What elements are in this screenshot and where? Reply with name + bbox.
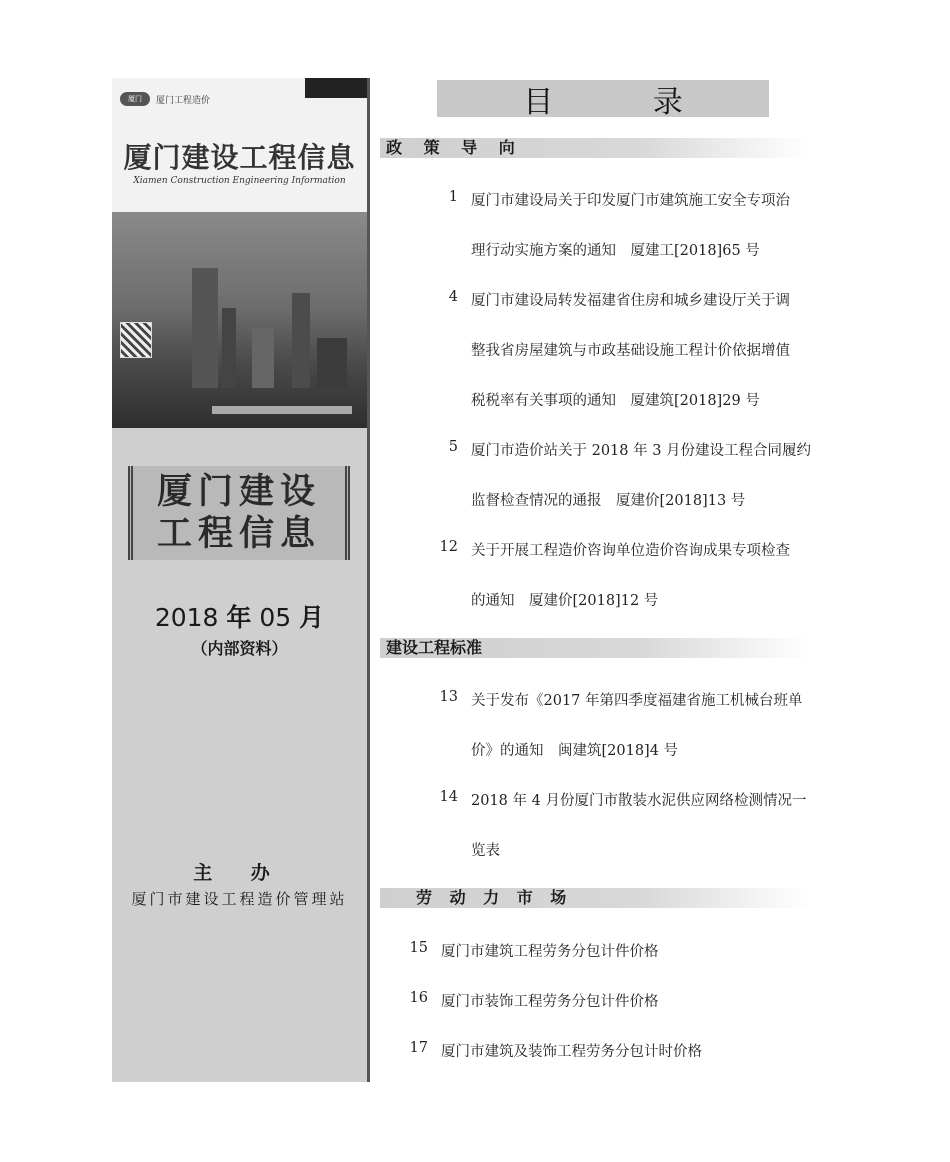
toc-entry-line: 关于发布《2017 年第四季度福建省施工机械台班单 xyxy=(471,693,803,709)
toc-entry-line: 整我省房屋建筑与市政基础设施工程计价依据增值 xyxy=(471,343,790,359)
sponsor-name: 厦门市建设工程造价管理站 xyxy=(131,890,348,908)
sponsor-label: 主 办 xyxy=(193,862,286,884)
qr-code-icon xyxy=(120,322,152,358)
building-shape xyxy=(292,293,310,388)
publisher-name: 厦门工程造价 xyxy=(156,95,211,106)
toc-page-number: 15 xyxy=(409,940,428,956)
toc-entry-line: 税税率有关事项的通知 厦建筑[2018]29 号 xyxy=(471,393,760,409)
toc-entry-line: 的通知 厦建价[2018]12 号 xyxy=(471,593,659,609)
toc-page-number: 5 xyxy=(448,439,458,455)
building-shape xyxy=(192,268,218,388)
toc-page-number: 12 xyxy=(439,539,458,555)
issue-month-unit: 月 xyxy=(299,603,325,632)
section-standards: 建设工程标准 xyxy=(380,638,810,658)
toc-entry-line: 厦门市建设局关于印发厦门市建筑施工安全专项治 xyxy=(471,193,790,209)
plaque-line-2: 工程信息 xyxy=(156,514,321,554)
toc-page-number: 14 xyxy=(439,789,458,805)
toc-entry-line: 厦门市建筑及装饰工程劳务分包计时价格 xyxy=(441,1044,702,1060)
toc-entry-line: 厦门市建设局转发福建省住房和城乡建设厅关于调 xyxy=(471,293,790,309)
toc-page-number: 16 xyxy=(409,990,428,1006)
issue-year-unit: 年 xyxy=(226,603,252,632)
toc-entry-line: 厦门市建筑工程劳务分包计件价格 xyxy=(441,944,659,960)
toc-entry-line: 厦门市造价站关于 2018 年 3 月份建设工程合同履约 xyxy=(471,443,812,459)
toc-page-number: 13 xyxy=(439,689,458,705)
toc-entry-line: 理行动实施方案的通知 厦建工[2018]65 号 xyxy=(471,243,760,259)
title-plaque xyxy=(128,466,350,560)
section-labor-market: 劳 动 力 市 场 xyxy=(380,888,810,908)
toc-entry-line: 览表 xyxy=(471,843,500,859)
building-shape xyxy=(252,328,274,388)
toc-page-number: 1 xyxy=(448,189,458,205)
issue-year: 2018 xyxy=(154,603,219,632)
sidebar-divider xyxy=(367,78,370,1082)
cover-photo xyxy=(112,212,367,428)
issue-month: 05 xyxy=(259,603,292,632)
toc-page-number: 17 xyxy=(409,1040,428,1056)
building-shape xyxy=(317,338,347,388)
toc-entry-line: 厦门市装饰工程劳务分包计件价格 xyxy=(441,994,659,1010)
toc-title: 目 录 xyxy=(437,80,769,117)
cover-publisher xyxy=(120,92,210,106)
toc-entry-line: 监督检查情况的通报 厦建价[2018]13 号 xyxy=(471,493,746,509)
toc-entry-line: 关于开展工程造价咨询单位造价咨询成果专项检查 xyxy=(471,543,790,559)
section-policy: 政 策 导 向 xyxy=(380,138,810,158)
internal-note: （内部资料） xyxy=(191,639,288,658)
issue-date xyxy=(112,598,367,634)
cover-corner-block xyxy=(305,78,367,98)
building-shape xyxy=(222,308,236,388)
plaque-line-1: 厦门建设 xyxy=(156,472,321,512)
toc-entry-line: 价》的通知 闽建筑[2018]4 号 xyxy=(471,743,679,759)
cover-title-english: Xiamen Construction Engineering Information xyxy=(133,176,346,186)
toc-entry-line: 2018 年 4 月份厦门市散装水泥供应网络检测情况一 xyxy=(471,793,807,809)
toc-page-number: 4 xyxy=(448,289,458,305)
cover-banner xyxy=(212,406,352,414)
magazine-cover xyxy=(112,78,367,428)
publisher-logo-icon: 厦门 xyxy=(120,92,150,106)
cover-title: 厦门建设工程信息 xyxy=(123,141,356,174)
